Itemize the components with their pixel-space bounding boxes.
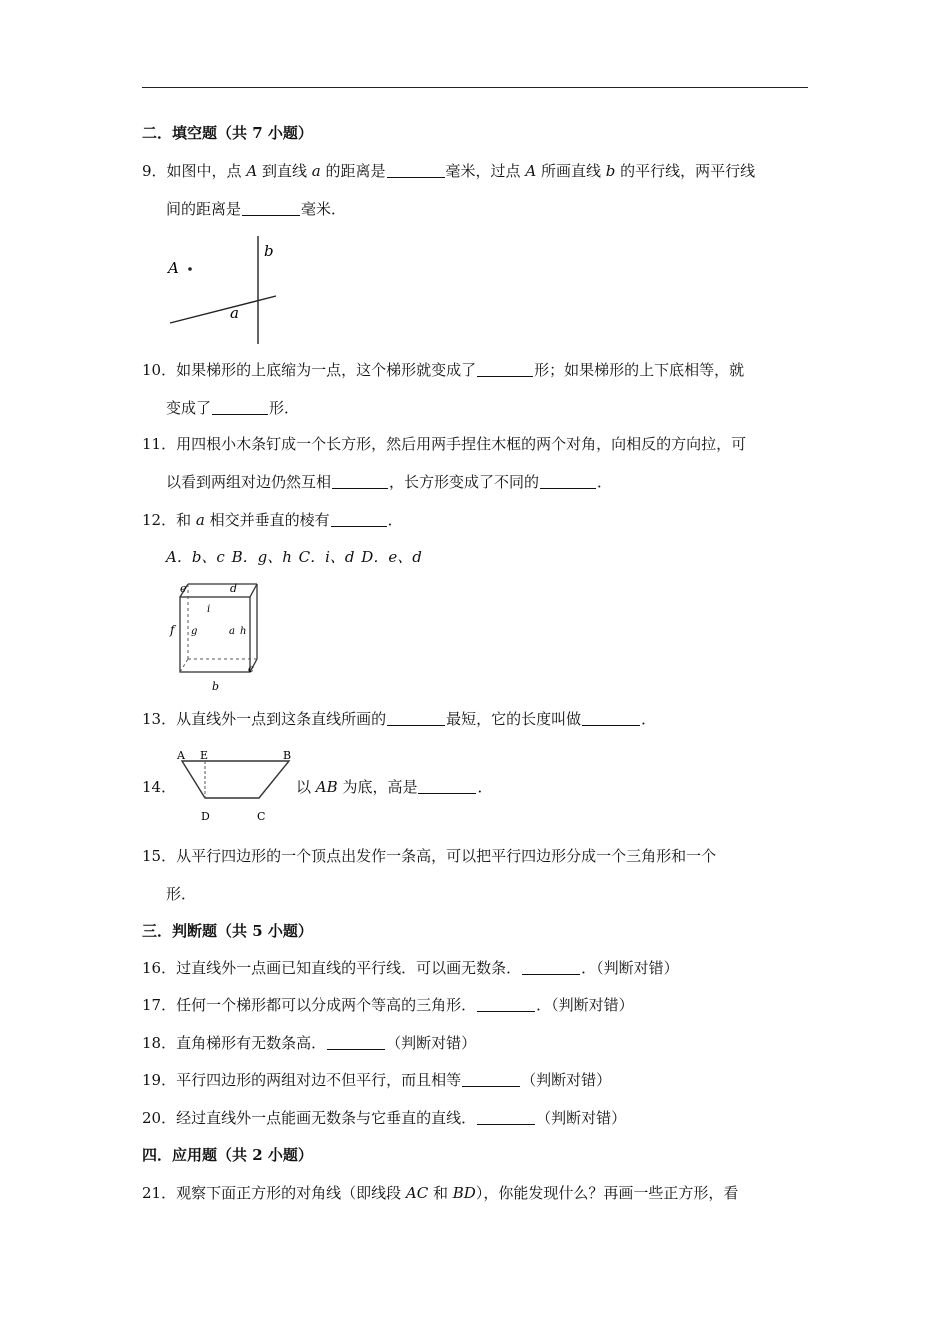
question-17: 17．任何一个梯形都可以分成两个等高的三角形． ．（判断对错） [142, 996, 634, 1014]
question-10-line-2: 变成了 形． [166, 399, 300, 417]
question-9-line-1: 9．如图中，点 A 到直线 a 的距离是 毫米，过点 A 所画直线 b 的平行线，两平行线 [142, 162, 756, 180]
answer-blank[interactable] [477, 1108, 535, 1125]
label-A: A [168, 259, 179, 277]
label-f: f [170, 623, 175, 637]
answer-blank[interactable] [212, 398, 268, 415]
question-12-line-1: 12．和 a 相交并垂直的棱有 ． [142, 511, 403, 529]
question-11-line-1: 11．用四根小木条钉成一个长方形，然后用两手捏住木框的两个对角，向相反的方向拉，可 [142, 435, 747, 453]
label-A: A [177, 749, 185, 762]
answer-blank[interactable] [331, 510, 387, 527]
question-number: 9． [142, 162, 167, 180]
label-b: b [264, 242, 274, 260]
question-18: 18．直角梯形有无数条高． （判断对错） [142, 1034, 477, 1052]
figure-point-and-lines [160, 232, 290, 347]
label-B: B [283, 749, 292, 762]
label-E: E [200, 749, 209, 762]
label-c: c [248, 664, 254, 675]
header-rule [142, 87, 808, 88]
question-number: 21． [142, 1184, 177, 1202]
question-10-line-1: 10．如果梯形的上底缩为一点，这个梯形就变成了 形；如果梯形的上下底相等，就 [142, 361, 745, 379]
section-title-true-false: 三．判断题（共 5 小题） [142, 922, 313, 940]
answer-blank[interactable] [522, 958, 580, 975]
question-20: 20．经过直线外一点能画无数条与它垂直的直线． （判断对错） [142, 1109, 627, 1127]
question-12-options[interactable]: A．b、c B．g、h C．i、d D．e、d [166, 548, 422, 566]
question-number: 19． [142, 1071, 177, 1089]
section-title-application: 四．应用题（共 2 小题） [142, 1146, 313, 1164]
answer-blank[interactable] [477, 360, 533, 377]
question-number: 12． [142, 511, 177, 529]
label-a: a [229, 626, 235, 637]
answer-blank[interactable] [327, 1033, 385, 1050]
question-number: 10． [142, 361, 177, 379]
question-15-line-1: 15．从平行四边形的一个顶点出发作一条高，可以把平行四边形分成一个三角形和一个 [142, 847, 717, 865]
label-g: g [191, 626, 198, 637]
label-d: d [230, 582, 238, 595]
question-number: 17． [142, 996, 177, 1014]
question-number: 13． [142, 710, 177, 728]
question-9-line-2: 间的距离是 毫米． [166, 200, 347, 218]
answer-blank[interactable] [242, 199, 300, 216]
figure-cuboid [160, 576, 270, 700]
question-19: 19．平行四边形的两组对边不但平行，而且相等 （判断对错） [142, 1071, 612, 1089]
figure-trapezoid [172, 748, 298, 826]
question-number: 11． [142, 435, 177, 453]
section-title-fill-in: 二．填空题（共 7 小题） [142, 124, 313, 142]
label-a: a [230, 304, 239, 322]
answer-blank[interactable] [332, 472, 388, 489]
label-D: D [201, 810, 210, 823]
answer-blank[interactable] [387, 709, 445, 726]
answer-blank[interactable] [540, 472, 596, 489]
question-21: 21．观察下面正方形的对角线（即线段 AC 和 BD），你能发现什么？再画一些正方形，看 [142, 1184, 739, 1202]
question-13: 13．从直线外一点到这条直线所画的 最短，它的长度叫做 ． [142, 710, 657, 728]
question-number: 15． [142, 847, 177, 865]
answer-blank[interactable] [387, 161, 445, 178]
label-h: h [240, 626, 247, 637]
answer-blank[interactable] [418, 777, 476, 794]
question-number: 18． [142, 1034, 177, 1052]
question-16: 16．过直线外一点画已知直线的平行线．可以画无数条． ．（判断对错） [142, 959, 679, 977]
label-i: i [207, 604, 211, 615]
answer-blank[interactable] [477, 995, 535, 1012]
question-14-text: 以 AB 为底，高是 ． [296, 778, 493, 796]
answer-blank[interactable] [462, 1070, 520, 1087]
question-number: 16． [142, 959, 177, 977]
question-15-line-2: 形． [166, 885, 197, 903]
label-e: e [180, 582, 187, 595]
answer-blank[interactable] [582, 709, 640, 726]
question-number: 20． [142, 1109, 177, 1127]
label-b: b [212, 680, 220, 693]
label-C: C [257, 810, 266, 823]
question-14-number: 14． [142, 778, 177, 796]
question-11-line-2: 以看到两组对边仍然互相 ，长方形变成了不同的 ． [166, 473, 613, 491]
